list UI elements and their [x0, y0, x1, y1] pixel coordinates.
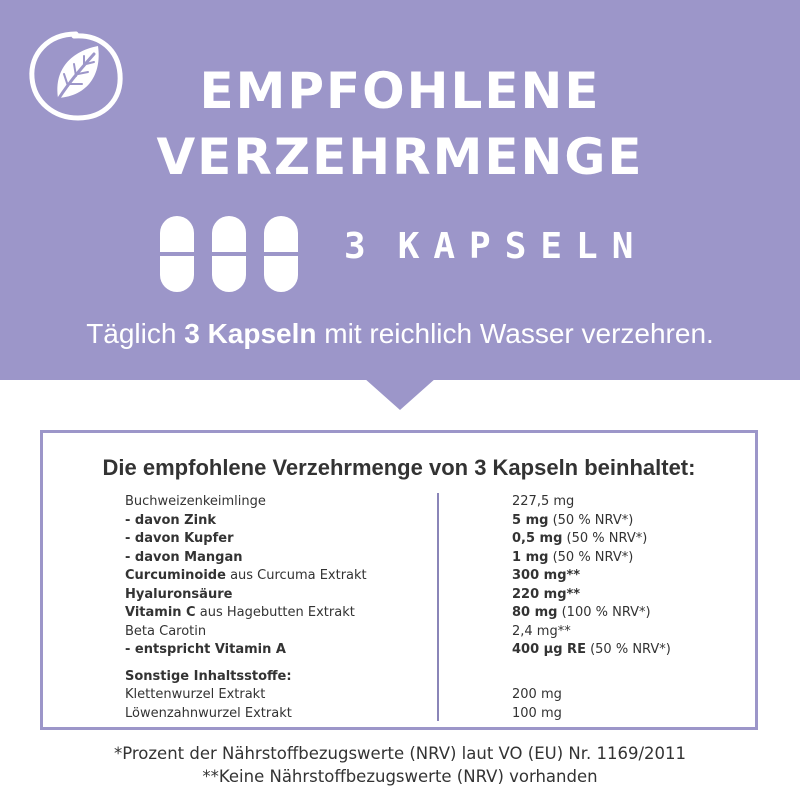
row-value: (50 % NRV*): [585, 642, 671, 657]
capsule-count: [344, 226, 647, 267]
row-value: (50 % NRV*): [548, 549, 634, 565]
row-value-bold: 400 µg RE: [512, 642, 586, 657]
row-label-bold: - davon Mangan: [125, 549, 243, 565]
capsule-word: KAPSELN: [397, 226, 648, 267]
row-value-bold: 0,5 mg: [512, 531, 563, 546]
row-value: (50 % NRV*): [562, 531, 648, 546]
row-value: 200 mg: [512, 687, 562, 702]
row-label: aus Hagebutten Extrakt: [195, 605, 355, 620]
row-value: (100 % NRV*): [557, 605, 651, 620]
row-value: 227,5 mg: [512, 494, 575, 509]
nutrition-row: [125, 641, 725, 660]
banner-arrow: [364, 378, 436, 410]
instruction-pre: Täglich: [86, 318, 185, 349]
nutrition-rows: [125, 493, 725, 723]
row-label: Klettenwurzel Extrakt: [125, 687, 266, 702]
instruction-bold: 3 Kapseln: [184, 318, 317, 349]
row-label-bold: Curcuminoide: [125, 568, 226, 583]
title-line-1: EMPFOHLENE: [199, 62, 601, 120]
nutrition-row: [125, 686, 725, 705]
nutrition-box: [40, 430, 758, 730]
row-value: 100 mg: [512, 705, 562, 721]
row-value: (50 % NRV*): [548, 512, 634, 528]
title-line-2: VERZEHRMENGE: [156, 128, 644, 186]
nutrition-row: [125, 549, 725, 568]
row-label-bold: Vitamin C: [125, 605, 196, 620]
row-label-bold: - entspricht Vitamin A: [125, 642, 286, 657]
row-label: Beta Carotin: [125, 623, 207, 639]
header-banner: [0, 0, 800, 380]
capsule-icons: [160, 216, 300, 292]
nutrition-row: [125, 705, 725, 724]
footnote-nrv: *Prozent der Nährstoffbezugswerte (NRV) laut VO (EU) Nr. 1169/2011: [113, 744, 687, 763]
row-value-bold: 80 mg: [512, 605, 558, 620]
nutrition-row: [125, 567, 725, 586]
row-value: 2,4 mg**: [512, 623, 571, 639]
footnote-no-nrv: **Keine Nährstoffbezugswerte (NRV) vorhanden: [202, 767, 598, 786]
row-label: Löwenzahnwurzel Extrakt: [125, 705, 292, 721]
dosage-instruction: [0, 318, 800, 350]
row-label-bold: - davon Zink: [125, 512, 216, 528]
page-title: [0, 58, 800, 190]
row-label: Buchweizenkeimlinge: [125, 494, 266, 509]
nutrition-row: [125, 604, 725, 623]
row-label: aus Curcuma Extrakt: [225, 568, 367, 583]
nutrition-row: [125, 493, 725, 512]
row-label-bold: - davon Kupfer: [125, 531, 234, 546]
row-value-bold: 1 mg: [512, 549, 549, 565]
row-value-bold: 5 mg: [512, 512, 549, 528]
nutrition-row: [125, 530, 725, 549]
row-label-bold: Sonstige Inhaltsstoffe:: [125, 668, 292, 684]
nutrition-row: [125, 668, 725, 687]
capsule-number: 3: [344, 226, 380, 267]
nutrition-row: [125, 623, 725, 642]
row-label-bold: Hyaluronsäure: [125, 586, 233, 602]
nutrition-row: [125, 512, 725, 531]
nutrition-row: [125, 586, 725, 605]
instruction-post: mit reichlich Wasser verzehren.: [316, 318, 714, 349]
nutrition-box-title: Die empfohlene Verzehrmenge von 3 Kapseln beinhaltet:: [102, 455, 696, 480]
row-value-bold: 300 mg**: [512, 568, 581, 583]
row-value-bold: 220 mg**: [512, 586, 581, 602]
